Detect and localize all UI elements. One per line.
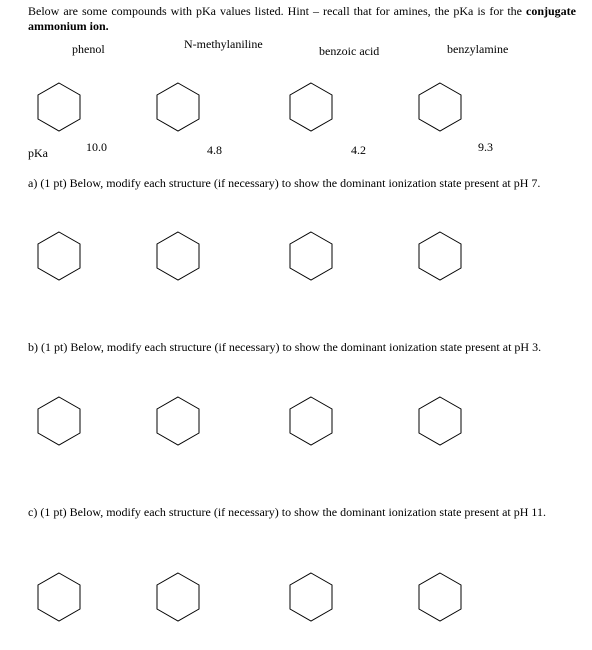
benzylamine-structure[interactable]	[419, 232, 461, 280]
structures-row-ph3	[0, 354, 592, 464]
n-methylaniline-structure[interactable]	[157, 232, 199, 280]
intro-paragraph	[28, 4, 576, 34]
structures-row-ph7	[0, 189, 592, 299]
benzoic-acid-structure[interactable]	[290, 83, 332, 131]
intro-bold: conjugate ammonium ion.	[28, 4, 577, 33]
pka-n-methylaniline: 4.8	[207, 143, 222, 157]
compound-name-benzoic-acid: benzoic acid	[319, 44, 380, 58]
benzylamine-structure[interactable]	[419, 83, 461, 131]
pka-benzylamine: 9.3	[478, 140, 493, 154]
benzoic-acid-structure[interactable]	[290, 397, 332, 445]
benzoic-acid-structure[interactable]	[290, 573, 332, 621]
pka-benzoic-acid: 4.2	[351, 143, 366, 157]
benzylamine-structure[interactable]	[419, 397, 461, 445]
compound-name-benzylamine: benzylamine	[447, 42, 509, 56]
compound-name-n-methylaniline: N-methylaniline	[184, 37, 263, 51]
benzoic-acid-structure[interactable]	[290, 232, 332, 280]
benzylamine-structure[interactable]	[419, 573, 461, 621]
intro-text: Below are some compounds with pKa values listed. Hint – recall that for amines, the pKa is for the	[28, 4, 522, 18]
phenol-structure[interactable]	[38, 83, 80, 131]
question-b: b) (1 pt) Below, modify each structure (if necessary) to show the dominant ionization state present at pH 3.	[28, 340, 542, 354]
phenol-structure[interactable]	[38, 232, 80, 280]
question-c: c) (1 pt) Below, modify each structure (if necessary) to show the dominant ionization state present at pH 11.	[28, 505, 546, 519]
structures-row-ph11	[0, 530, 592, 640]
pka-phenol: 10.0	[86, 140, 107, 154]
n-methylaniline-structure[interactable]	[157, 83, 199, 131]
question-a: a) (1 pt) Below, modify each structure (if necessary) to show the dominant ionization state present at pH 7.	[28, 176, 541, 190]
n-methylaniline-structure[interactable]	[157, 397, 199, 445]
compound-name-phenol: phenol	[72, 42, 105, 56]
structures-row-reference	[0, 35, 592, 145]
phenol-structure[interactable]	[38, 573, 80, 621]
n-methylaniline-structure[interactable]	[157, 573, 199, 621]
phenol-structure[interactable]	[38, 397, 80, 445]
pka-label: pKa	[28, 146, 48, 160]
